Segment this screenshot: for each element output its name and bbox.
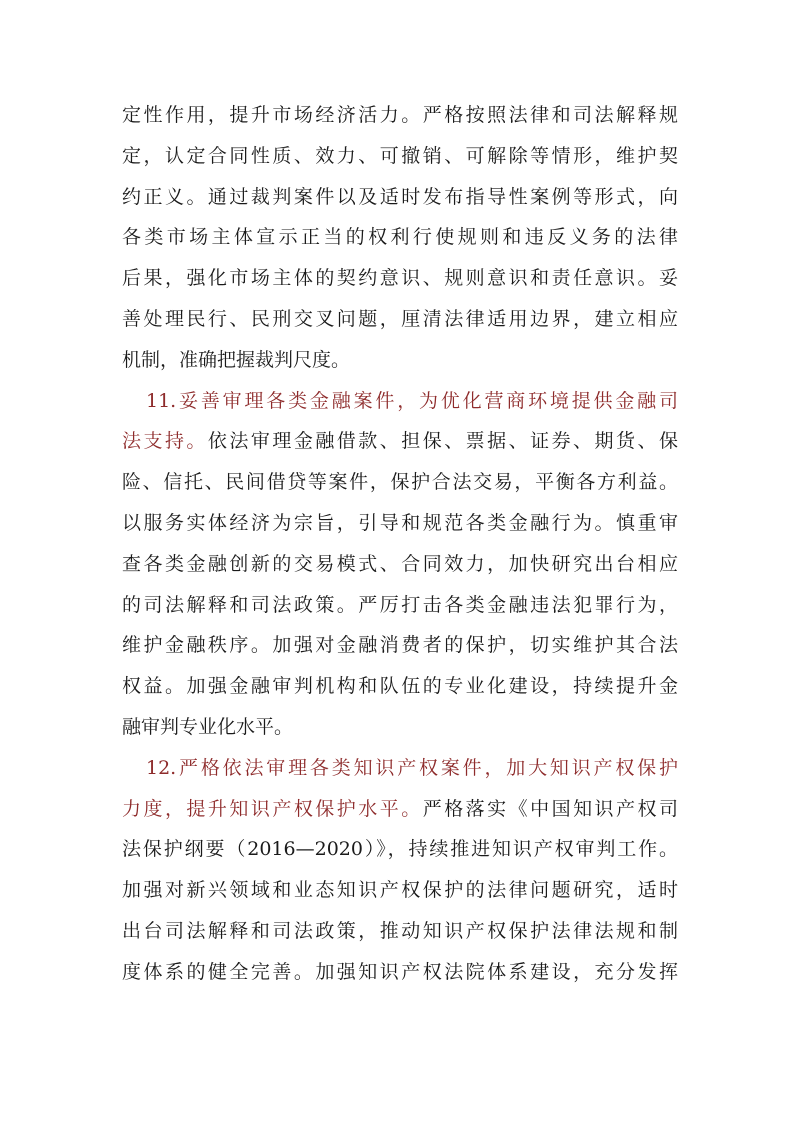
section-heading-text: 法支持。 — [122, 430, 208, 453]
paragraph-text: 维护金融秩序。加强对金融消费者的保护，切实维护其合法 — [122, 634, 678, 657]
text-line — [122, 829, 678, 870]
paragraph-text: 的司法解释和司法政策。严厉打击各类金融违法犯罪行为， — [122, 593, 678, 616]
paragraph-text: 定性作用，提升市场经济活力。严格按照法律和司法解释规 — [122, 104, 678, 126]
section-heading-text: 11.妥善审理各类金融案件，为优化营商环境提供金融司 — [146, 389, 678, 412]
text-line — [122, 462, 678, 503]
text-line — [122, 952, 678, 993]
paragraph-text: 后果，强化市场主体的契约意识、规则意识和责任意识。妥 — [122, 267, 678, 290]
paragraph-text: 加强对新兴领域和业态知识产权保护的法律问题研究，适时 — [122, 879, 678, 902]
paragraph-text: 依法审理金融借款、担保、票据、证券、期货、保 — [207, 430, 678, 453]
text-line — [122, 421, 678, 462]
paragraph-text: 法保护纲要（2016—2020）》，持续推进知识产权审判工作。 — [122, 838, 678, 861]
section-heading-text: 力度，提升知识产权保护水平。 — [122, 797, 423, 820]
text-line — [122, 870, 678, 911]
section-heading-text: 12.严格依法审理各类知识产权案件，加大知识产权保护 — [146, 756, 678, 779]
paragraph-text: 权益。加强金融审判机构和队伍的专业化建设，持续提升金 — [122, 675, 678, 698]
text-line — [122, 789, 678, 830]
text-line — [122, 340, 678, 381]
paragraph-text: 查各类金融创新的交易模式、合同效力，加快研究出台相应 — [122, 552, 678, 575]
text-line — [122, 381, 678, 422]
text-line — [122, 911, 678, 952]
paragraph-text: 各类市场主体宣示正当的权利行使规则和违反义务的法律 — [122, 226, 678, 249]
text-line — [122, 707, 678, 748]
text-line — [122, 585, 678, 626]
paragraph-text: 险、信托、民间借贷等案件，保护合法交易，平衡各方利益。 — [122, 471, 678, 494]
text-line — [122, 625, 678, 666]
text-line — [122, 177, 678, 218]
paragraph-text: 以服务实体经济为宗旨，引导和规范各类金融行为。慎重审 — [122, 511, 678, 534]
text-line — [122, 666, 678, 707]
paragraph-text: 融审判专业化水平。 — [122, 715, 294, 738]
text-line — [122, 544, 678, 585]
paragraph-text: 定，认定合同性质、效力、可撤销、可解除等情形，维护契 — [122, 144, 678, 167]
text-line — [122, 748, 678, 789]
text-line — [122, 136, 678, 177]
text-line — [122, 299, 678, 340]
text-line — [122, 95, 678, 136]
text-line — [122, 503, 678, 544]
text-line — [122, 258, 678, 299]
paragraph-text: 约正义。通过裁判案件以及适时发布指导性案例等形式，向 — [122, 185, 678, 208]
body-text — [122, 95, 678, 993]
paragraph-text: 严格落实《中国知识产权司 — [422, 797, 678, 820]
paragraph-text: 出台司法解释和司法政策，推动知识产权保护法律法规和制 — [122, 919, 678, 942]
paragraph-text: 机制，准确把握裁判尺度。 — [122, 348, 351, 371]
text-line — [122, 217, 678, 258]
paragraph-text: 度体系的健全完善。加强知识产权法院体系建设，充分发挥 — [122, 960, 678, 983]
paragraph-text: 善处理民行、民刑交叉问题，厘清法律适用边界，建立相应 — [122, 307, 678, 330]
